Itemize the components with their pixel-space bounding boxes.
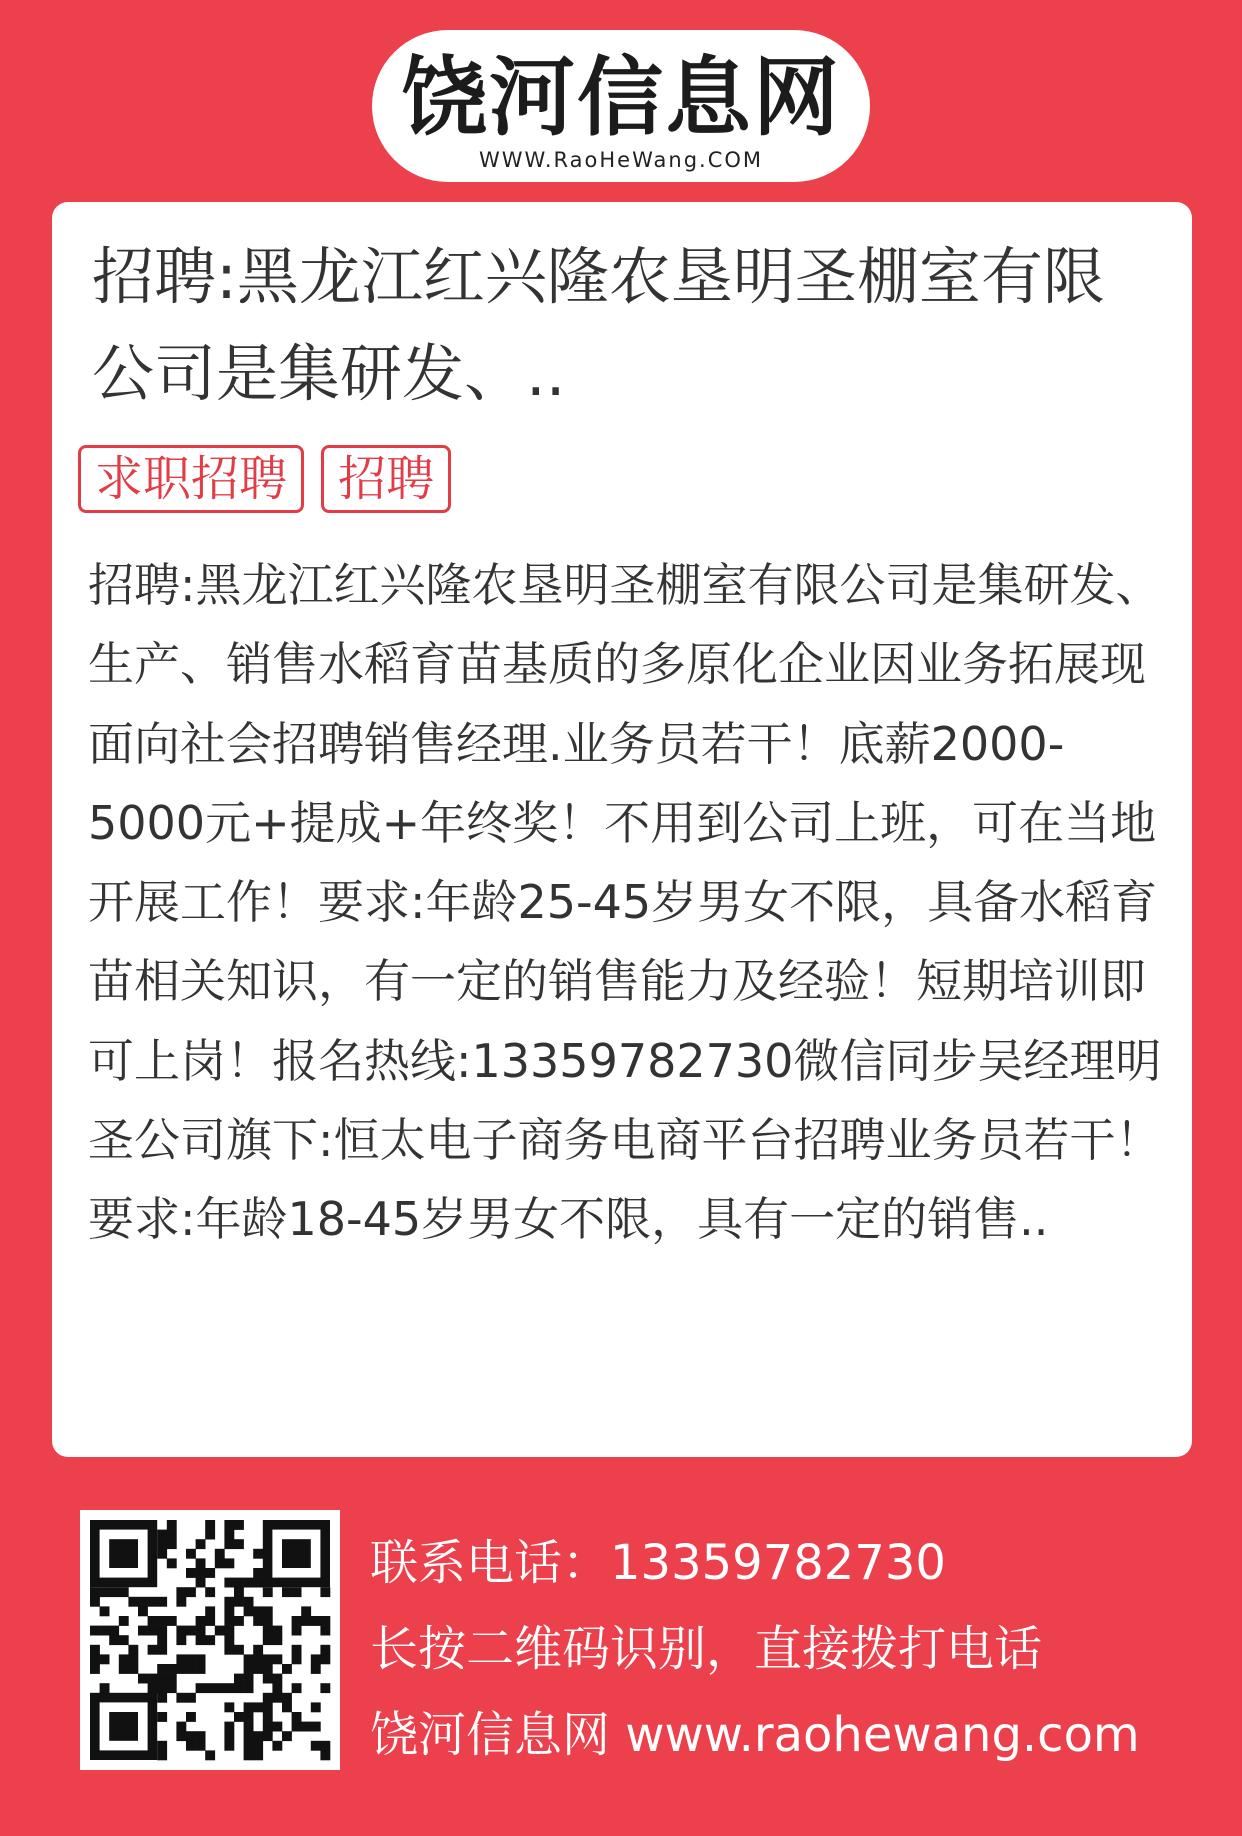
tag-category[interactable]: 求职招聘 [78,445,304,513]
tag-subcategory[interactable]: 招聘 [321,445,451,513]
post-card [52,202,1192,1457]
logo-title: 饶河信息网 [401,48,841,148]
qr-code-image [80,1510,340,1770]
qr-code-icon[interactable] [80,1510,340,1770]
logo-url: WWW.RaoHeWang.COM [478,148,764,172]
post-body: 招聘:黑龙江红兴隆农垦明圣棚室有限公司是集研发、生产、销售水稻育苗基质的多原化企业因业务拓展现面向社会招聘销售经理.业务员若干！底薪2000-5000元+提成+年终奖！不用到公司上班，可在当地开展工作！要求:年龄25-45岁男女不限，具备水稻育苗相关知识，有一定的销售能力及经验！短期培训即可上岗！报名热线:13359782730微信同步吴经理明圣公司旗下:恒太电子商务电商平台招聘业务员若干！要求:年龄18-45岁男女不限，具有一定的销售.. [88,558,1162,1247]
tag-list [78,445,463,513]
phone-line[interactable]: 联系电话：13359782730 [370,1535,946,1591]
qr-hint: 长按二维码识别，直接拨打电话 [370,1621,1043,1677]
post-title: 招聘:黑龙江红兴隆农垦明圣棚室有限公司是集研发、.. [92,240,1105,410]
site-logo [372,30,870,182]
site-line[interactable]: 饶河信息网 www.raohewang.com [370,1707,1140,1763]
contact-info [370,1520,1230,1778]
